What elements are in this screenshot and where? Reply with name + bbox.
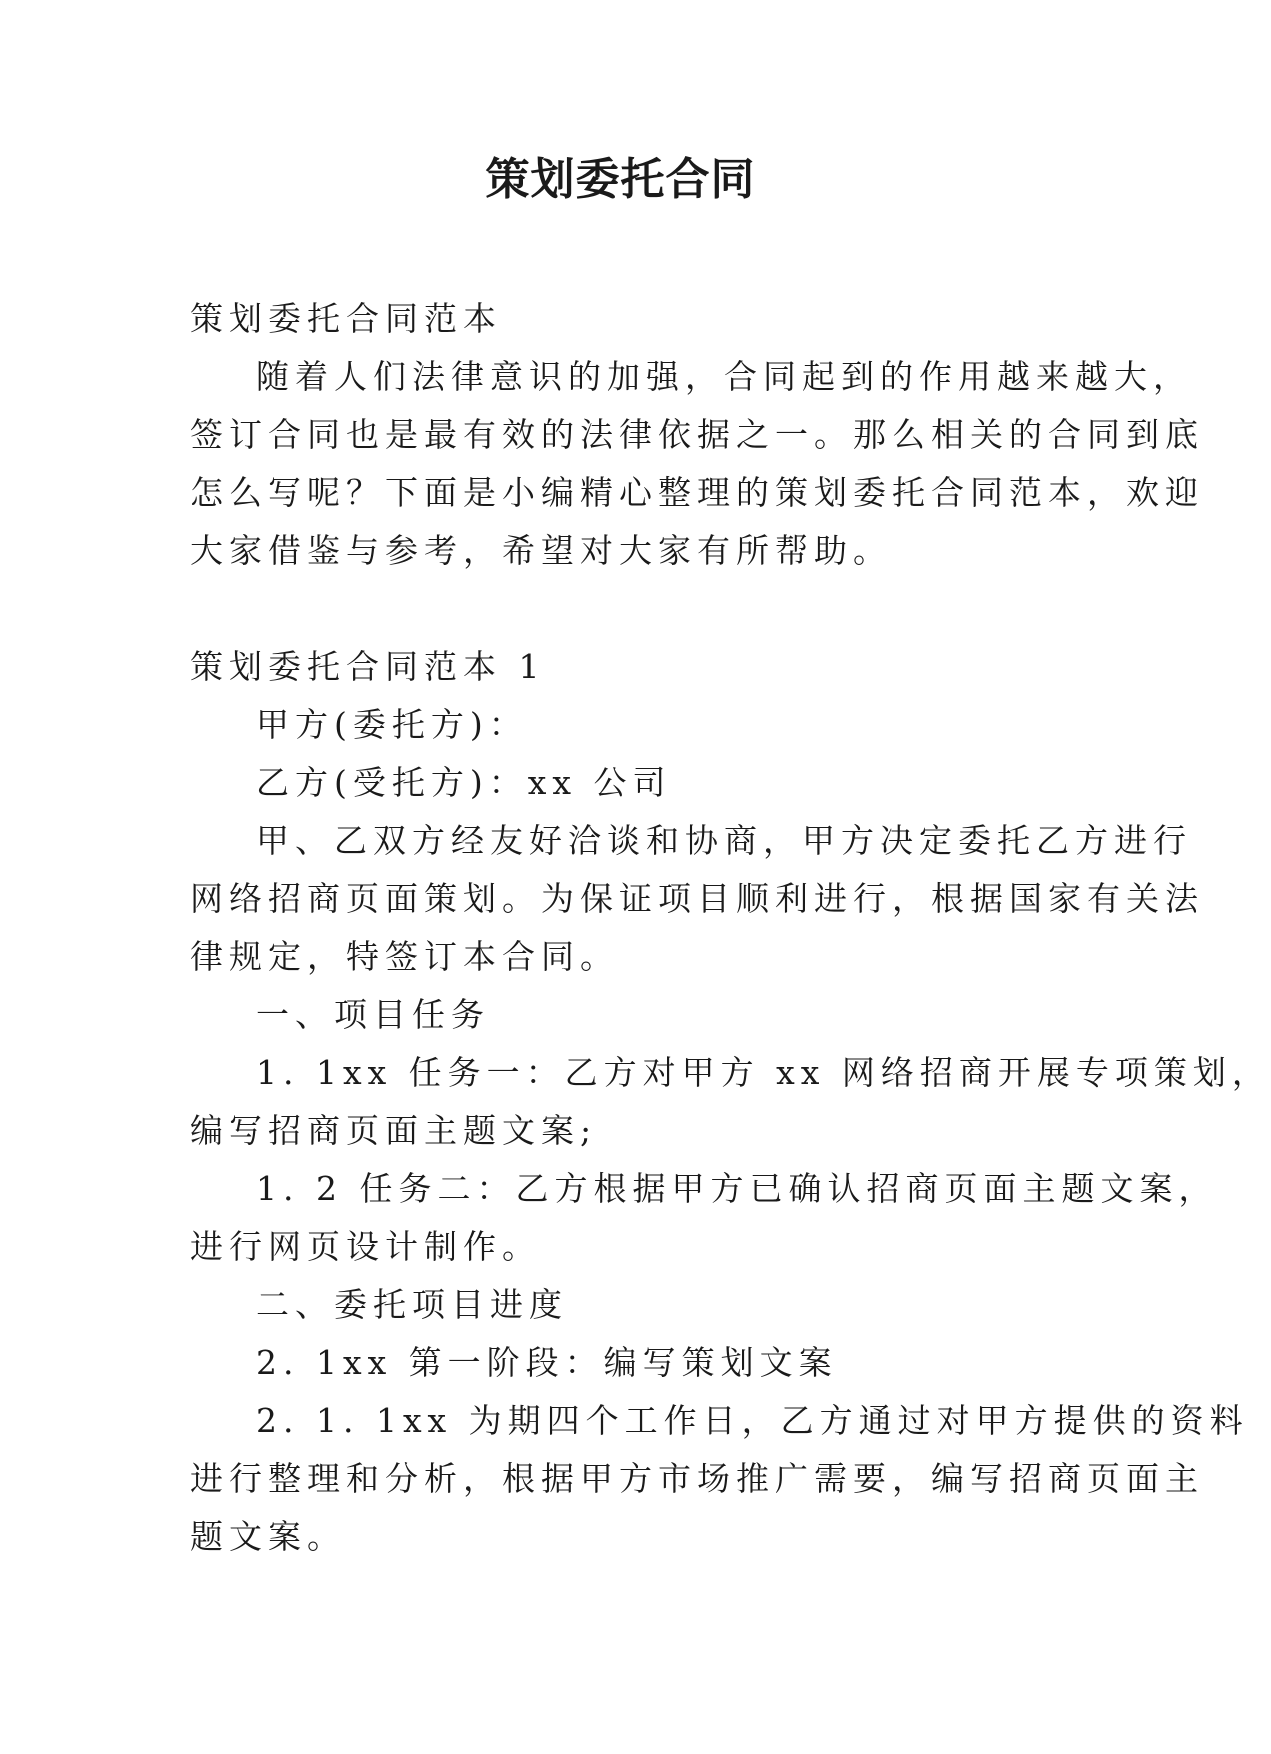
text-line: 1. 2 任务二：乙方根据甲方已确认招商页面主题文案， bbox=[256, 1169, 1218, 1208]
text-line: 编写招商页面主题文案; bbox=[190, 1111, 598, 1150]
text-line: 怎么写呢？下面是小编精心整理的策划委托合同范本，欢迎 bbox=[190, 473, 1204, 512]
text-line: 乙方(受托方)：xx 公司 bbox=[256, 763, 672, 802]
document-body bbox=[190, 290, 1271, 1566]
text-line: 律规定，特签订本合同。 bbox=[190, 937, 619, 976]
text-line: 进行整理和分析，根据甲方市场推广需要，编写招商页面主 bbox=[190, 1459, 1204, 1498]
text-line: 网络招商页面策划。为保证项目顺利进行，根据国家有关法 bbox=[190, 879, 1204, 918]
document-title: 策划委托合同 bbox=[485, 154, 756, 205]
text-line: 2. 1. 1xx 为期四个工作日，乙方通过对甲方提供的资料 bbox=[256, 1401, 1249, 1440]
text-line: 策划委托合同范本 1 bbox=[190, 647, 546, 686]
text-line: 一、项目任务 bbox=[256, 995, 490, 1034]
text-line: 进行网页设计制作。 bbox=[190, 1227, 541, 1266]
text-line: 甲、乙双方经友好洽谈和协商，甲方决定委托乙方进行 bbox=[256, 821, 1192, 860]
text-line: 题文案。 bbox=[190, 1517, 346, 1556]
text-line: 大家借鉴与参考，希望对大家有所帮助。 bbox=[190, 531, 892, 570]
text-line: 甲方(委托方)： bbox=[256, 705, 528, 744]
blank-line bbox=[190, 580, 1058, 638]
text-line: 策划委托合同范本 bbox=[190, 299, 502, 338]
text-line: 随着人们法律意识的加强，合同起到的作用越来越大， bbox=[256, 357, 1192, 396]
text-line: 签订合同也是最有效的法律依据之一。那么相关的合同到底 bbox=[190, 415, 1204, 454]
text-line: 1. 1xx 任务一：乙方对甲方 xx 网络招商开展专项策划， bbox=[256, 1053, 1271, 1092]
text-line: 二、委托项目进度 bbox=[256, 1285, 568, 1324]
text-line: 2. 1xx 第一阶段：编写策划文案 bbox=[256, 1343, 838, 1382]
